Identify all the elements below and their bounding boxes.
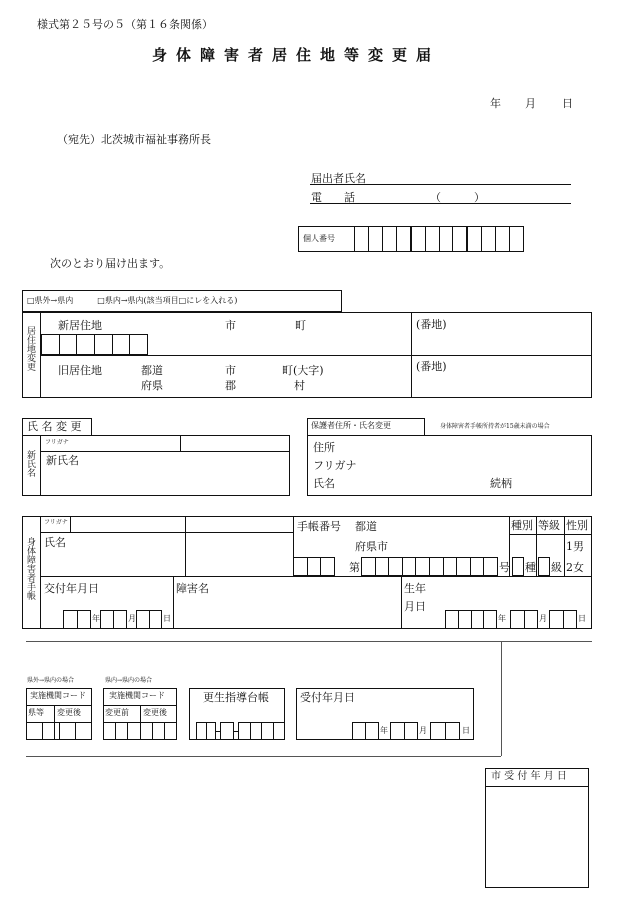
grade-cell[interactable]: [538, 557, 550, 576]
grade-suffix: 級: [551, 561, 562, 574]
old-residence-label: 旧居住地: [58, 364, 102, 377]
received-month-cells[interactable]: [390, 722, 418, 740]
office-top-rule: [26, 641, 592, 642]
applicant-name-label: 届出者氏名: [311, 172, 366, 185]
old-todo: 都道: [141, 364, 163, 377]
name-change-side-label: 新氏名: [25, 450, 35, 477]
register-cells3[interactable]: [238, 722, 285, 740]
handbook-fukenshi: 府県市: [355, 540, 388, 553]
type-cell[interactable]: [512, 557, 524, 576]
new-name-label: 新氏名: [46, 454, 79, 467]
sex-male[interactable]: 1男: [566, 540, 584, 553]
handbook-number-label: 手帳番号: [297, 520, 341, 533]
applicant-name-line[interactable]: [310, 184, 571, 185]
birth-label2: 月日: [404, 600, 426, 613]
received-day-cells[interactable]: [430, 722, 460, 740]
issue-month-cells[interactable]: [100, 610, 127, 629]
received-d: 日: [462, 726, 470, 735]
register-cells2[interactable]: [220, 722, 234, 740]
date-year-label: 年: [490, 97, 501, 110]
issue-date-label: 交付年月日: [44, 582, 99, 595]
issue-year-cells[interactable]: [63, 610, 91, 629]
form-title: 身体障害者居住地等変更届: [152, 46, 441, 64]
new-shi: 市: [225, 319, 236, 332]
handbook-name: 氏名: [44, 536, 66, 549]
intro-text: 次のとおり届け出ます。: [50, 257, 171, 270]
phone-paren: （ ）: [430, 191, 485, 204]
my-number-cells[interactable]: [354, 226, 524, 252]
new-residence-code-cells[interactable]: [41, 334, 148, 355]
office-code-header1: 実施機関コード: [30, 691, 86, 700]
office-label2: 県内→県内の場合: [105, 677, 153, 684]
received-m: 月: [419, 726, 427, 735]
handbook-number-cells[interactable]: [361, 557, 498, 576]
guardian-note: 身体障害者手帳所持者が15歳未満の場合: [440, 423, 550, 430]
new-machi: 町: [295, 319, 306, 332]
received-year-cells[interactable]: [352, 722, 379, 740]
birth-d: 日: [578, 614, 586, 623]
disability-label: 障害名: [176, 582, 209, 595]
office-before: 変更前: [105, 708, 129, 717]
issue-m: 月: [128, 614, 136, 623]
name-change-furigana: フリガナ: [45, 439, 69, 446]
office-after2: 変更後: [143, 708, 167, 717]
old-mura: 村: [294, 379, 305, 392]
guardian-furigana: フリガナ: [313, 459, 357, 472]
guardian-address: 住所: [313, 441, 335, 454]
form-number: 様式第２５号の５（第１６条関係）: [37, 18, 213, 31]
addressee: （宛先）北茨城市福祉事務所長: [57, 133, 211, 146]
birth-y: 年: [498, 614, 506, 623]
issue-day-cells[interactable]: [136, 610, 162, 629]
new-residence-label: 新居住地: [58, 319, 102, 332]
old-banchi: (番地): [416, 360, 447, 373]
phone-line[interactable]: [310, 203, 571, 204]
old-shi: 市: [225, 364, 236, 377]
received-y: 年: [380, 726, 388, 735]
phone-label: 電 話: [311, 191, 355, 204]
office-code-cells2[interactable]: [103, 722, 177, 740]
birth-year-cells[interactable]: [445, 610, 497, 629]
sex-female[interactable]: 2女: [566, 561, 584, 574]
office-pref-etc: 県等: [28, 708, 44, 717]
sex-header: 性別: [566, 519, 588, 532]
issue-y: 年: [92, 614, 100, 623]
residence-options[interactable]: □県外→県内 □県内→県内(該当項目□にレを入れる): [27, 296, 238, 305]
handbook-go: 号: [499, 561, 510, 574]
date-month-label: 月: [525, 97, 536, 110]
guardian-relation: 続柄: [490, 477, 512, 490]
residence-side-label: 居住地変更: [25, 326, 35, 371]
handbook-furigana: フリガナ: [44, 519, 68, 526]
guardian-name: 氏名: [313, 477, 335, 490]
new-banchi: (番地): [416, 318, 447, 331]
city-received-label: 市 受 付 年 月 日: [491, 771, 567, 782]
type-suffix: 種: [525, 561, 536, 574]
received-label: 受付年月日: [300, 691, 355, 704]
register-cells1[interactable]: [196, 722, 216, 740]
old-fuken: 府県: [141, 379, 163, 392]
date-day-label: 日: [562, 97, 573, 110]
birth-m: 月: [539, 614, 547, 623]
guardian-header: 保護者住所・氏名変更: [311, 421, 391, 430]
birth-day-cells[interactable]: [549, 610, 577, 629]
office-code-header2: 実施機関コード: [109, 691, 165, 700]
office-code-cells1[interactable]: [26, 722, 92, 740]
old-gun: 郡: [225, 379, 236, 392]
name-change-header: 氏 名 変 更: [27, 420, 82, 433]
handbook-todo: 都道: [355, 520, 377, 533]
old-machi-aza: 町(大字): [282, 364, 324, 377]
office-after1: 変更後: [57, 708, 81, 717]
birth-label: 生年: [404, 582, 426, 595]
grade-header: 等級: [538, 519, 560, 532]
issue-d: 日: [163, 614, 171, 623]
office-label1: 県外→県内の場合: [27, 677, 75, 684]
handbook-side-label: 身体障害者手帳: [25, 537, 35, 600]
birth-month-cells[interactable]: [510, 610, 538, 629]
my-number-label: 個人番号: [303, 234, 335, 243]
handbook-dai: 第: [349, 561, 360, 574]
register-label: 更生指導台帳: [203, 691, 269, 704]
type-header: 種別: [511, 519, 533, 532]
handbook-prefix-cells[interactable]: [293, 557, 335, 576]
